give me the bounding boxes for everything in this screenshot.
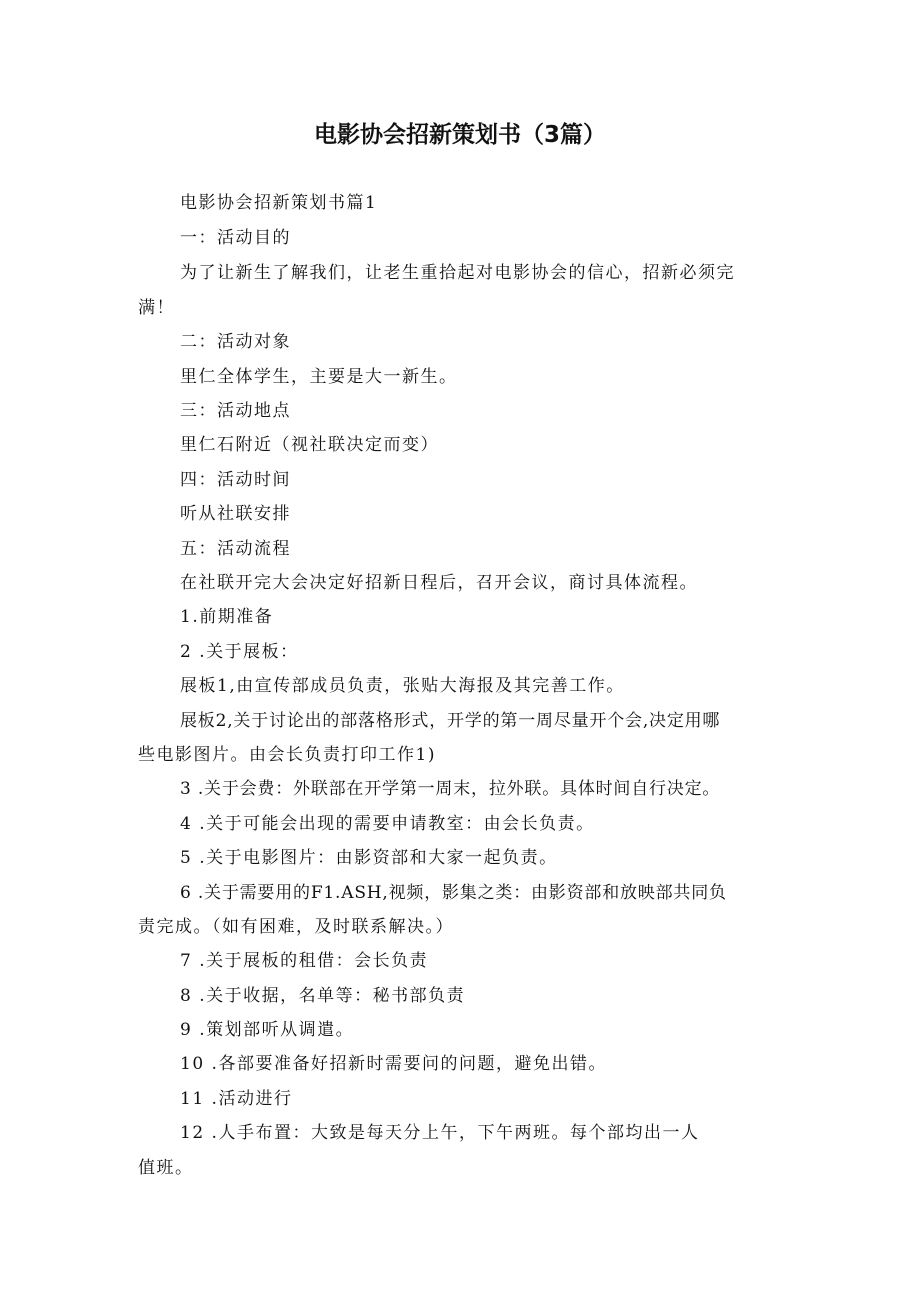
paragraph-line: 满！ [138, 298, 175, 318]
paragraph-line: 值班。 [138, 1158, 194, 1178]
paragraph-line: 四：活动时间 [180, 470, 291, 490]
list-item: 12 .人手布置：大致是每天分上午，下午两班。每个部均出一人 [180, 1123, 700, 1143]
paragraph-line: 在社联开完大会决定好招新日程后，召开会议，商讨具体流程。 [180, 573, 698, 593]
list-item: 3 .关于会费：外联部在开学第一周末，拉外联。具体时间自行决定。 [180, 779, 721, 799]
document-title: 电影协会招新策划书（3篇） [313, 122, 606, 148]
list-item: 10 .各部要准备好招新时需要问的问题，避免出错。 [180, 1054, 607, 1074]
paragraph-line: 为了让新生了解我们，让老生重拾起对电影协会的信心，招新必须完 [180, 263, 735, 283]
list-item: 4 .关于可能会出现的需要申请教室：由会长负责。 [180, 814, 595, 834]
paragraph-line: 二：活动对象 [180, 332, 291, 352]
paragraph-line: 五：活动流程 [180, 539, 291, 559]
paragraph-line: 展板2,关于讨论出的部落格形式，开学的第一周尽量开个会,决定用哪 [180, 711, 721, 731]
list-item: 6 .关于需要用的F1.ASH,视频，影集之类：由影资部和放映部共同负 [180, 883, 727, 903]
section-heading: 电影协会招新策划书篇1 [180, 193, 378, 213]
paragraph-line: 听从社联安排 [180, 504, 291, 524]
paragraph-line: 里仁石附近（视社联决定而变） [180, 435, 439, 455]
paragraph-line: 展板1,由宣传部成员负责，张贴大海报及其完善工作。 [180, 676, 625, 696]
paragraph-line: 责完成。（如有困难，及时联系解决。） [138, 917, 454, 937]
list-item: 5 .关于电影图片：由影资部和大家一起负责。 [180, 848, 558, 868]
paragraph-line: 些电影图片。由会长负责打印工作1) [138, 745, 436, 765]
list-item: 2 .关于展板： [180, 642, 299, 662]
list-item: 1.前期准备 [180, 607, 274, 627]
list-item: 9 .策划部听从调遣。 [180, 1020, 355, 1040]
list-item: 7 .关于展板的租借：会长负责 [180, 951, 429, 971]
paragraph-line: 里仁全体学生，主要是大一新生。 [180, 367, 458, 387]
list-item: 11 .活动进行 [180, 1089, 293, 1109]
paragraph-line: 一：活动目的 [180, 228, 291, 248]
paragraph-line: 三：活动地点 [180, 401, 291, 421]
list-item: 8 .关于收据，名单等：秘书部负责 [180, 986, 466, 1006]
